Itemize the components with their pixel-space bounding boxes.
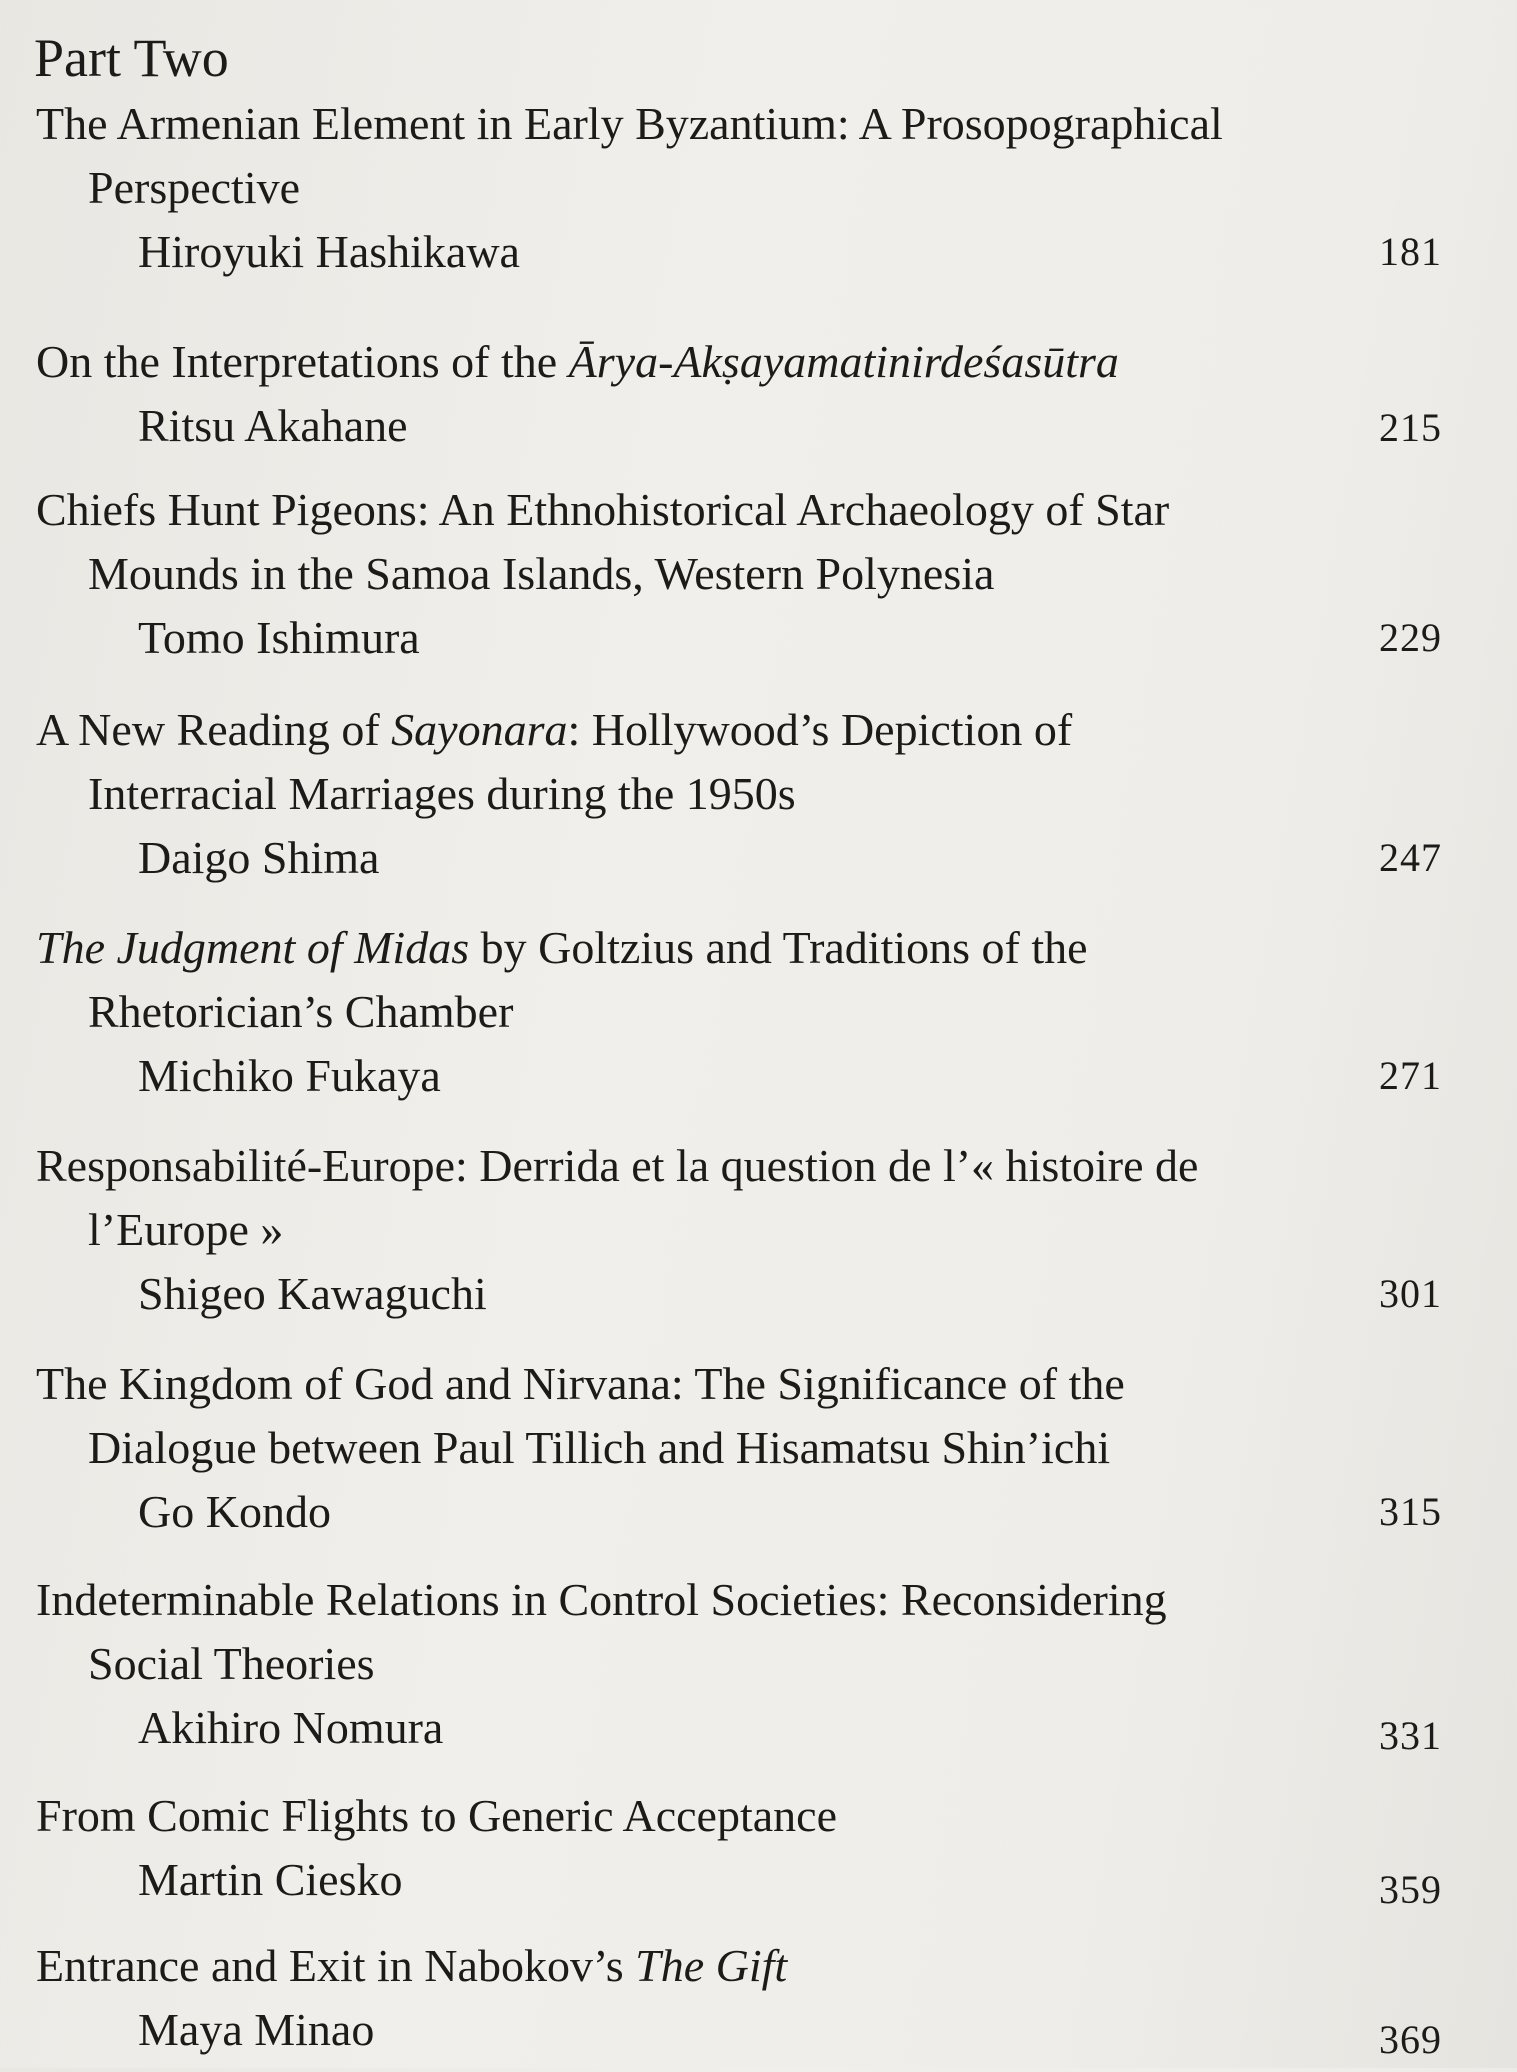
entry-author: Akihiro Nomura: [138, 1702, 444, 1753]
entry-title-line: [36, 1934, 1456, 1998]
entry-author: Go Kondo: [138, 1486, 331, 1537]
entry-page-number: 369: [1379, 2017, 1442, 2062]
entry-page-number: 301: [1379, 1271, 1442, 1316]
entry-title-line: The Kingdom of God and Nirvana: The Significance of the: [36, 1358, 1125, 1409]
entry-title-text: by Goltzius and Traditions of the: [469, 922, 1088, 973]
entry-title-text: : Hollywood’s Depiction of: [567, 704, 1073, 755]
part-title: Part Two: [34, 28, 229, 88]
entry-title-line: Chiefs Hunt Pigeons: An Ethnohistorical Archaeology of Star: [36, 484, 1170, 535]
toc-entry: [36, 92, 1456, 284]
entry-author: Hiroyuki Hashikawa: [138, 226, 520, 277]
toc-entry: [36, 698, 1456, 890]
entry-title-line: Interracial Marriages during the 1950s: [88, 768, 796, 819]
entry-title-line: Social Theories: [88, 1638, 375, 1689]
entry-title-italic: Sayonara: [391, 704, 568, 755]
entry-title-line: [36, 698, 1456, 762]
entry-page-number: 229: [1379, 615, 1442, 660]
entry-title-text: On the Interpretations of the: [36, 336, 569, 387]
toc-entry: [36, 478, 1456, 670]
entry-author: Martin Ciesko: [138, 1854, 403, 1905]
entry-title-italic: Ārya-Akṣayamatinirdeśasūtra: [568, 336, 1119, 387]
entry-title-line: Mounds in the Samoa Islands, Western Polynesia: [88, 548, 995, 599]
entry-title-italic: The Judgment of Midas: [36, 922, 470, 973]
entry-title-line: The Armenian Element in Early Byzantium: A Prosopographical: [36, 98, 1223, 149]
entry-page-number: 331: [1379, 1713, 1442, 1758]
entry-title-line: Indeterminable Relations in Control Societies: Reconsidering: [36, 1574, 1167, 1625]
entry-page-number: 315: [1379, 1489, 1442, 1534]
entry-title-line: Dialogue between Paul Tillich and Hisamatsu Shin’ichi: [88, 1422, 1111, 1473]
toc-entry: [36, 1352, 1456, 1544]
toc-entry: [36, 1134, 1456, 1326]
entry-title-text: Entrance and Exit in Nabokov’s: [36, 1940, 636, 1991]
entry-author: Shigeo Kawaguchi: [138, 1268, 487, 1319]
entry-page-number: 271: [1379, 1053, 1442, 1098]
entry-author: Ritsu Akahane: [138, 400, 408, 451]
toc-entry: [36, 330, 1456, 458]
toc-entry: [36, 1568, 1456, 1760]
toc-entry: [36, 1784, 1456, 1912]
entry-page-number: 181: [1379, 229, 1442, 274]
entry-page-number: 215: [1379, 405, 1442, 450]
entry-author: Tomo Ishimura: [138, 612, 420, 663]
toc-entry: [36, 1934, 1456, 2062]
entry-author: Michiko Fukaya: [138, 1050, 441, 1101]
entry-page-number: 359: [1379, 1867, 1442, 1912]
entry-author: Maya Minao: [138, 2004, 375, 2055]
entry-title-line: Perspective: [88, 162, 301, 213]
entry-title-line: Responsabilité-Europe: Derrida et la question de l’« histoire de: [36, 1140, 1199, 1191]
entry-title-line: l’Europe »: [88, 1204, 284, 1255]
entry-title-line: [36, 916, 1456, 980]
entry-title-line: [36, 330, 1456, 394]
entry-page-number: 247: [1379, 835, 1442, 880]
entry-title-text: A New Reading of: [36, 704, 392, 755]
entry-title-line: Rhetorician’s Chamber: [88, 986, 514, 1037]
entry-title-line: From Comic Flights to Generic Acceptance: [36, 1790, 837, 1841]
entry-title-italic: The Gift: [635, 1940, 788, 1991]
entry-author: Daigo Shima: [138, 832, 380, 883]
toc-entry: [36, 916, 1456, 1108]
